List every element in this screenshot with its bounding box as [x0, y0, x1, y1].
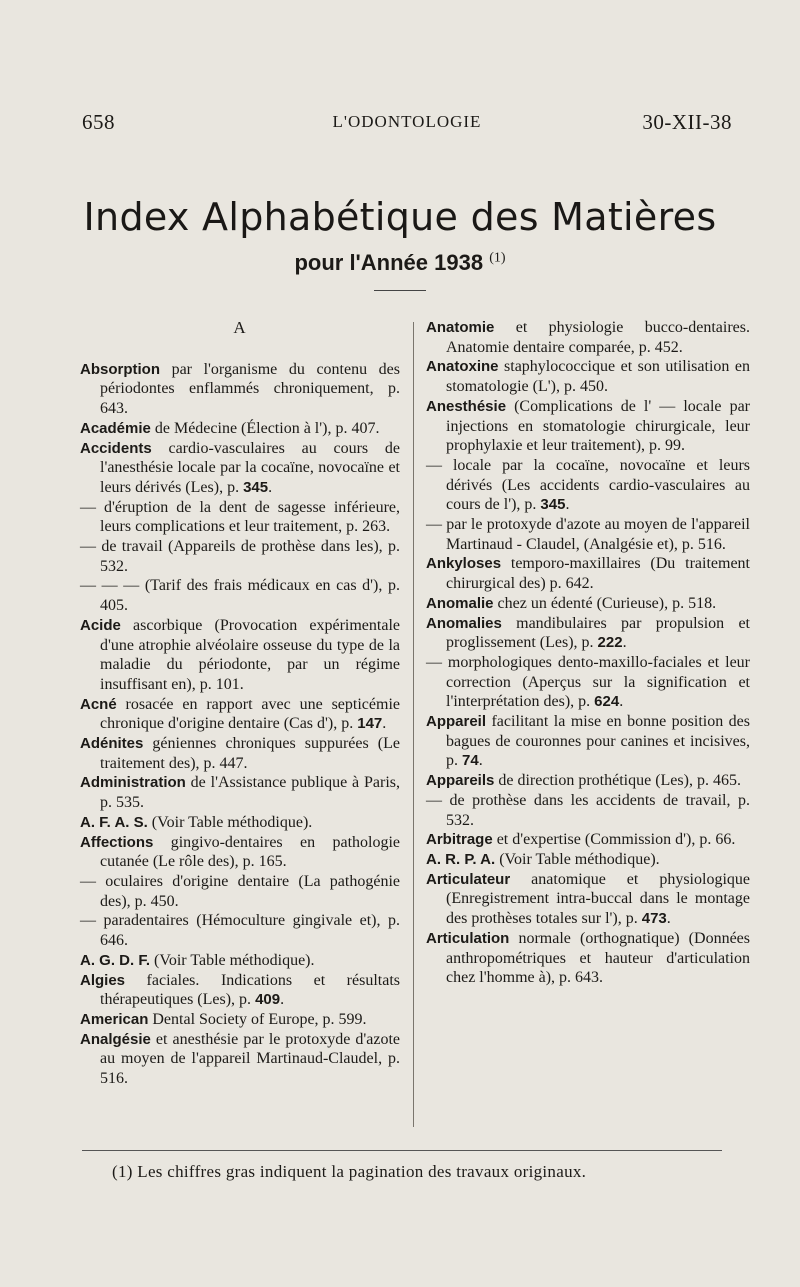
column-divider	[413, 322, 414, 1127]
entry-text: — paradentaires (Hémoculture gingivale et), p. 646.	[80, 912, 400, 950]
entry-text: — de prothèse dans les accidents de travail, p. 532.	[426, 791, 750, 829]
index-entry	[426, 771, 750, 791]
entry-heading: Analgésie	[80, 1030, 151, 1048]
entry-text: gingivo-dentaires en pathologie cutanée (Le rôle des), p. 165.	[100, 833, 400, 871]
entry-page-bold: 345	[243, 478, 269, 496]
entry-text: anatomique et physiologique (Enregistrement intra-buccal dans le montage des prothèses totales sur l'), p.	[446, 870, 750, 928]
entry-text: — d'éruption de la dent de sagesse inférieure, leurs complications et leur traitement, p. 263.	[80, 498, 400, 536]
entry-text: — par le protoxyde d'azote au moyen de l'appareil Martinaud - Claudel, (Analgésie et), p. 516.	[426, 516, 750, 553]
subtitle-text: pour l'Année 1938	[294, 250, 484, 275]
title-divider	[374, 290, 426, 291]
index-entry	[426, 712, 750, 771]
left-entry-list	[80, 360, 400, 1089]
entry-text: de l'Assistance publique à Paris, p. 535.	[100, 774, 400, 812]
entry-heading: American	[80, 1010, 149, 1028]
entry-page-bold: 222	[597, 634, 623, 652]
entry-text: (Voir Table méthodique).	[150, 951, 315, 969]
entry-tail: .	[565, 496, 570, 514]
entry-heading: Appareil	[426, 713, 487, 731]
index-entry	[426, 830, 750, 850]
entry-heading: Anatomie	[426, 319, 495, 336]
index-entry	[80, 813, 400, 833]
index-entry	[80, 695, 400, 734]
entry-heading: Appareils	[426, 772, 495, 790]
entry-heading: A. F. A. S.	[80, 813, 148, 831]
entry-text: temporo-maxillaires (Du traitement chirurgical des) p. 642.	[446, 555, 750, 593]
right-entry-list	[426, 318, 750, 988]
index-entry	[426, 594, 750, 614]
index-entry	[80, 951, 400, 971]
index-entry	[426, 929, 750, 988]
entry-text: géniennes chroniques suppurées (Le traitement des), p. 447.	[100, 735, 400, 772]
index-entry	[80, 773, 400, 812]
entry-tail: .	[382, 715, 387, 733]
entry-page-bold: 473	[641, 910, 667, 928]
entry-text: (Voir Table méthodique).	[495, 850, 660, 868]
entry-text: de direction prothétique (Les), p. 465.	[494, 772, 741, 790]
index-entry	[426, 357, 750, 396]
index-entry	[426, 554, 750, 593]
footnote: (1) Les chiffres gras indiquent la pagination des travaux originaux.	[112, 1162, 587, 1181]
journal-title: L'ODONTOLOGIE	[332, 112, 482, 131]
right-column	[426, 318, 750, 988]
index-entry	[80, 833, 400, 872]
entry-text: (Complications de l' — locale par injections en stomatologie chirurgicale, leur prophylaxie et leur traitement), p. 99.	[446, 397, 750, 455]
entry-heading: Anomalies	[426, 614, 502, 632]
entry-heading: Anesthésie	[426, 397, 507, 415]
entry-heading: Ankyloses	[426, 555, 502, 573]
index-entry	[426, 397, 750, 456]
page-subtitle	[0, 250, 800, 276]
entry-text: ascorbique (Provocation expérimentale d'une atrophie alvéolaire osseuse du type de la maladie du périodonte, par un régime insuffisant en), p. 101.	[100, 616, 400, 693]
entry-heading: Affections	[80, 833, 154, 851]
entry-heading: Acide	[80, 616, 121, 634]
index-entry	[80, 616, 400, 695]
entry-text: — de travail (Appareils de prothèse dans les), p. 532.	[80, 538, 400, 575]
index-entry	[80, 576, 400, 615]
index-entry	[426, 318, 750, 357]
entry-heading: Adénites	[80, 735, 144, 753]
entry-heading: Articulateur	[426, 870, 511, 888]
entry-text: et physiologie bucco-dentaires. Anatomie dentaire comparée, p. 452.	[446, 319, 750, 356]
entry-tail: .	[268, 478, 273, 496]
entry-text: — — — (Tarif des frais médicaux en cas d'), p. 405.	[80, 577, 400, 615]
entry-heading: Anomalie	[426, 594, 494, 612]
page-number: 658	[82, 110, 115, 134]
index-entry	[426, 870, 750, 929]
entry-tail: .	[622, 634, 627, 652]
entry-text: et d'expertise (Commission d'), p. 66.	[492, 831, 736, 849]
entry-text: faciales. Indications et résultats thérapeutiques (Les), p.	[100, 971, 400, 1009]
entry-text: de Médecine (Élection à l'), p. 407.	[150, 419, 380, 437]
index-entry	[80, 498, 400, 537]
index-entry	[80, 734, 400, 773]
entry-page-bold: 147	[357, 715, 383, 733]
entry-text: — morphologiques dento-maxillo-faciales et leur correction (Aperçus sur la signification et l'interprétation des), p.	[426, 653, 750, 711]
entry-heading: Absorption	[80, 360, 160, 378]
index-entry	[426, 791, 750, 830]
footnote-marker: (1)	[489, 250, 506, 266]
left-column	[80, 318, 400, 1089]
section-letter: A	[233, 318, 247, 337]
index-entry	[80, 537, 400, 576]
index-entry	[80, 419, 400, 439]
index-entry	[426, 456, 750, 515]
entry-tail: .	[478, 752, 483, 770]
entry-heading: Acné	[80, 695, 117, 713]
entry-text: rosacée en rapport avec une septicémie chronique d'origine dentaire (Cas d'), p.	[100, 695, 400, 733]
index-entry	[426, 515, 750, 554]
index-entry	[80, 439, 400, 498]
entry-heading: Administration	[80, 774, 186, 792]
footnote-divider	[82, 1150, 722, 1151]
entry-text: normale (orthognatique) (Données anthropométriques et hauteur d'articulation chez l'homme à), p. 643.	[446, 929, 750, 987]
page-title: Index Alphabétique des Matières	[83, 195, 717, 239]
entry-page-bold: 345	[540, 496, 566, 514]
entry-text: — locale par la cocaïne, novocaïne et leurs dérivés (Les accidents cardio-vasculaires au cours de l'), p.	[426, 456, 750, 514]
entry-tail: .	[666, 910, 671, 928]
entry-text: facilitant la mise en bonne position des bagues de couronnes pour canines et incisives, p.	[446, 713, 750, 770]
issue-date: 30-XII-38	[642, 110, 732, 134]
index-entry	[80, 872, 400, 911]
entry-text: (Voir Table méthodique).	[147, 813, 313, 831]
entry-heading: A. R. P. A.	[426, 850, 496, 868]
entry-heading: Algies	[80, 971, 126, 989]
index-entry	[426, 614, 750, 653]
entry-page-bold: 74	[462, 752, 479, 770]
entry-text: staphylococcique et son utilisation en stomatologie (L'), p. 450.	[446, 358, 750, 396]
entry-tail: .	[619, 693, 624, 711]
entry-page-bold: 409	[255, 991, 281, 1009]
entry-text: Dental Society of Europe, p. 599.	[148, 1010, 367, 1028]
entry-heading: Accidents	[80, 439, 152, 457]
index-entry	[80, 360, 400, 419]
index-entry	[80, 971, 400, 1010]
entry-text: par l'organisme du contenu des périodontes enflammés chroniquement, p. 643.	[100, 360, 400, 418]
entry-tail: .	[280, 991, 285, 1009]
entry-text: et anesthésie par le protoxyde d'azote au moyen de l'appareil Martinaud-Claudel, p. 516.	[100, 1030, 400, 1088]
entry-text: mandibulaires par propulsion et proglissement (Les), p.	[446, 614, 750, 652]
index-entry	[80, 1010, 400, 1030]
entry-heading: Arbitrage	[426, 831, 493, 849]
entry-heading: Académie	[80, 419, 151, 437]
entry-heading: Articulation	[426, 929, 510, 947]
index-entry	[80, 1030, 400, 1089]
entry-heading: Anatoxine	[426, 358, 499, 376]
entry-heading: A. G. D. F.	[80, 951, 151, 969]
entry-text: chez un édenté (Curieuse), p. 518.	[493, 594, 717, 612]
index-entry	[80, 911, 400, 950]
entry-text: cardio-vasculaires au cours de l'anesthésie locale par la cocaïne, novocaïne et leurs dérivés (Les), p.	[100, 439, 400, 496]
index-entry	[426, 850, 750, 870]
entry-text: — oculaires d'origine dentaire (La pathogénie des), p. 450.	[80, 872, 400, 910]
index-entry	[426, 653, 750, 712]
entry-page-bold: 624	[594, 693, 620, 711]
